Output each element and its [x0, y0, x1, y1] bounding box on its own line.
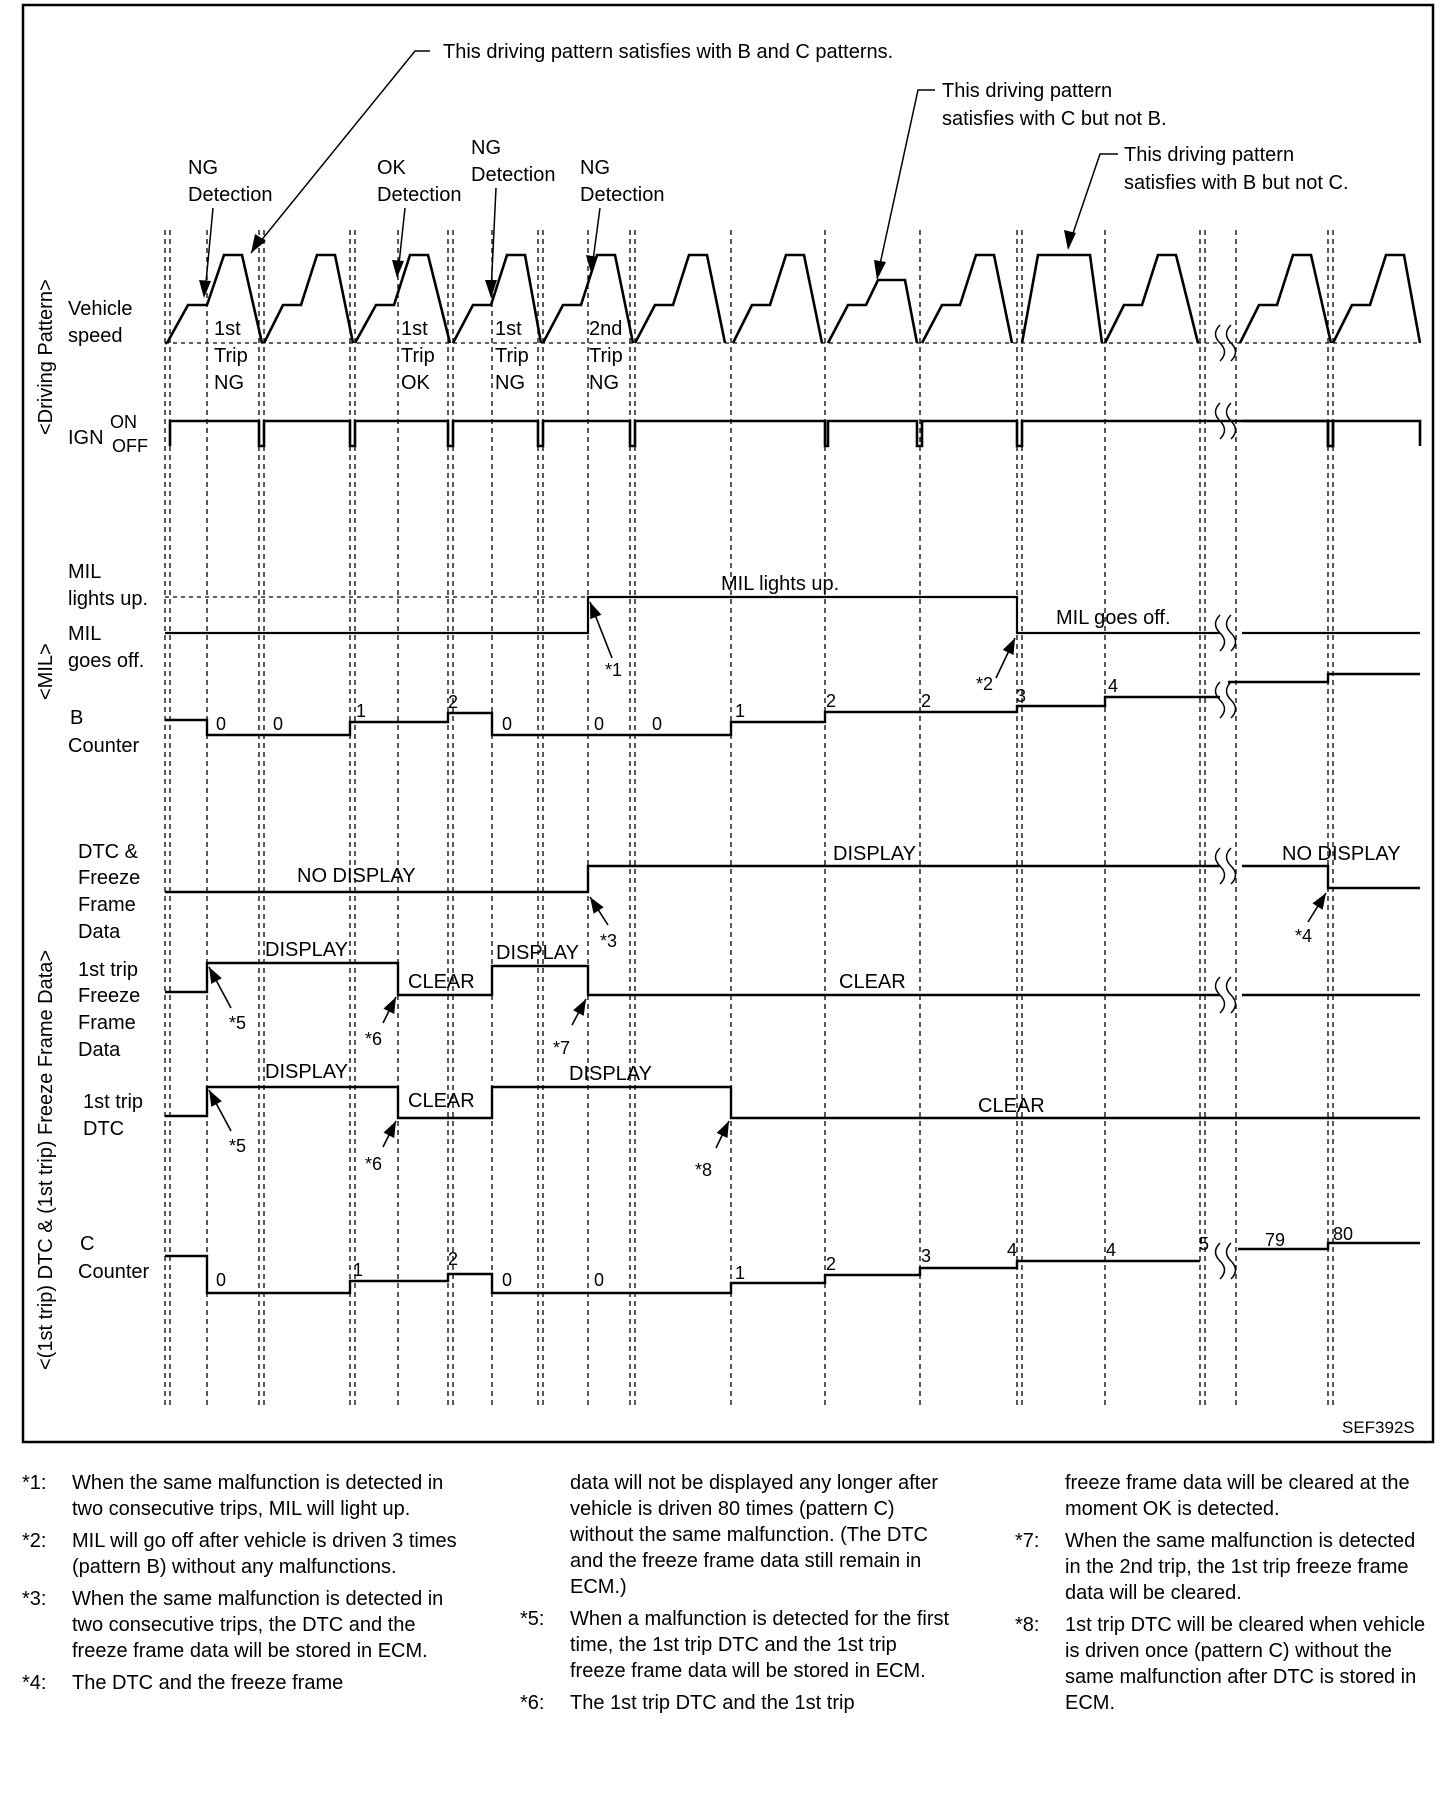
footnote-arrow — [553, 999, 586, 1058]
svg-text:MIL: MIL — [68, 623, 102, 645]
c-counter-value: 80 — [1333, 1224, 1354, 1244]
speed-bump — [828, 280, 917, 343]
c-counter-value: 4 — [1106, 1240, 1117, 1260]
svg-text:IGN: IGN — [68, 427, 104, 449]
c-counter-value: 2 — [448, 1249, 459, 1269]
svg-text:NG: NG — [188, 157, 218, 179]
footnotes-column-2 — [520, 1470, 950, 1722]
svg-text:1st trip: 1st trip — [83, 1091, 144, 1113]
speed-bump — [922, 255, 1012, 343]
b-counter-value: 0 — [594, 714, 605, 734]
trip-divider-lines — [165, 230, 1333, 1405]
c-counter-value: 0 — [594, 1270, 605, 1290]
b-counter-value: 2 — [826, 691, 837, 711]
svg-text:DISPLAY: DISPLAY — [833, 843, 916, 865]
detection-labels — [188, 137, 665, 298]
b-counter-value: 0 — [652, 714, 663, 734]
speed-bump — [733, 255, 822, 343]
svg-text:Trip: Trip — [589, 345, 623, 367]
svg-text:NG: NG — [214, 372, 244, 394]
svg-text:2nd: 2nd — [589, 318, 623, 340]
mil-trace — [165, 573, 1420, 633]
c-counter-value: 5 — [1199, 1234, 1210, 1254]
footnote-arrow — [365, 1121, 396, 1174]
trip-result-labels — [214, 318, 623, 394]
note-1: *1: When the same malfunction is detected in two consecutive trips, MIL will light up. — [22, 1472, 444, 1520]
svg-text:Detection: Detection — [377, 184, 462, 206]
svg-text:1st trip: 1st trip — [78, 959, 139, 981]
svg-text:Counter: Counter — [78, 1261, 150, 1283]
c-counter-value: 0 — [502, 1270, 513, 1290]
svg-text:OK: OK — [377, 157, 406, 179]
svg-text:*3: *3 — [600, 931, 618, 951]
svg-text:*4: *4 — [1295, 926, 1313, 946]
svg-text:MIL lights up.: MIL lights up. — [721, 573, 840, 595]
callout-b-not-c — [1064, 144, 1349, 250]
first-trip-dtc-trace — [165, 1061, 1420, 1118]
c-counter-value: 4 — [1007, 1240, 1018, 1260]
svg-text:NO DISPLAY: NO DISPLAY — [297, 865, 416, 887]
speed-bump — [1022, 255, 1102, 343]
b-counter-value: 0 — [216, 714, 227, 734]
svg-text:goes off.: goes off. — [68, 650, 145, 672]
note-4: *4: The DTC and the freeze frame — [22, 1672, 344, 1694]
ign-trace — [170, 421, 1420, 446]
speed-bump — [1240, 255, 1331, 343]
svg-text:NG: NG — [495, 372, 525, 394]
speed-bump — [1105, 255, 1198, 343]
svg-text:NG: NG — [471, 137, 501, 159]
svg-text:This driving pattern: This driving pattern — [942, 80, 1113, 102]
c-counter-value: 0 — [216, 1270, 227, 1290]
svg-text:This driving pattern satisfies: This driving pattern satisfies with B and C patterns. — [443, 41, 894, 63]
svg-text:satisfies with B but not C.: satisfies with B but not C. — [1124, 172, 1349, 194]
c-counter-value: 1 — [735, 1263, 746, 1283]
diagram-id: SEF392S — [1342, 1418, 1415, 1437]
svg-text:Detection: Detection — [188, 184, 273, 206]
svg-text:satisfies with C but not B.: satisfies with C but not B. — [942, 108, 1167, 130]
footnotes-column-3 — [1015, 1470, 1435, 1722]
svg-text:CLEAR: CLEAR — [839, 971, 906, 993]
b-counter-trace — [165, 674, 1420, 735]
note-3: *3: When the same malfunction is detected in two consecutive trips, the DTC and the freeze frame data will be stored in ECM. — [22, 1588, 444, 1662]
footnotes — [0, 1470, 1456, 1808]
svg-text:Freeze: Freeze — [78, 867, 141, 889]
speed-bump — [1333, 255, 1420, 343]
b-counter-value: 2 — [448, 692, 459, 712]
footnotes-column-1 — [22, 1470, 462, 1702]
b-counter-value: 1 — [735, 701, 746, 721]
callout-c-not-b — [874, 80, 1167, 280]
vehicle-speed-trace — [165, 255, 1420, 343]
note-7: *7: When the same malfunction is detected in the 2nd trip, the 1st trip freeze frame data will be cleared. — [1015, 1530, 1416, 1604]
note-8: *8: 1st trip DTC will be cleared when vehicle is driven once (pattern C) without the same malfunction after DTC is stored in ECM. — [1015, 1614, 1426, 1714]
b-counter-value: 1 — [356, 701, 367, 721]
svg-text:CLEAR: CLEAR — [408, 1090, 475, 1112]
svg-text:1st: 1st — [495, 318, 522, 340]
c-counter-value: 3 — [921, 1246, 932, 1266]
svg-text:DISPLAY: DISPLAY — [265, 939, 348, 961]
footnote-arrow — [209, 967, 246, 1033]
svg-text:Frame: Frame — [78, 1012, 136, 1034]
svg-text:*8: *8 — [695, 1160, 713, 1180]
b-counter-value: 4 — [1108, 676, 1119, 696]
section-driving-pattern: <Driving Pattern> — [35, 279, 57, 435]
section-mil: <MIL> — [35, 643, 57, 700]
svg-text:*6: *6 — [365, 1154, 383, 1174]
svg-text:ON: ON — [110, 412, 137, 432]
svg-text:Data: Data — [78, 1039, 121, 1061]
callout-bc-pattern — [251, 41, 893, 253]
row-labels — [68, 298, 149, 1283]
svg-text:NO DISPLAY: NO DISPLAY — [1282, 843, 1401, 865]
footnote-arrow — [209, 1090, 246, 1156]
svg-text:Freeze: Freeze — [78, 985, 141, 1007]
svg-text:CLEAR: CLEAR — [978, 1095, 1045, 1117]
svg-text:MIL goes off.: MIL goes off. — [1056, 607, 1171, 629]
first-trip-freeze-frame-trace — [165, 939, 1420, 995]
b-counter-value: 3 — [1016, 686, 1027, 706]
footnote-arrow — [1295, 893, 1326, 946]
svg-text:Frame: Frame — [78, 894, 136, 916]
svg-text:Trip: Trip — [214, 345, 248, 367]
svg-text:Data: Data — [78, 921, 121, 943]
note-2: *2: MIL will go off after vehicle is driven 3 times (pattern B) without any malfunctions. — [22, 1530, 457, 1578]
speed-bump — [264, 255, 353, 343]
svg-text:*7: *7 — [553, 1038, 571, 1058]
note-6-cont: freeze frame data will be cleared at the moment OK is detected. — [1065, 1472, 1410, 1520]
svg-text:CLEAR: CLEAR — [408, 971, 475, 993]
svg-text:1st: 1st — [401, 318, 428, 340]
diagram-frame — [23, 5, 1433, 1442]
footnote-arrow — [365, 997, 396, 1049]
c-counter-value: 1 — [353, 1260, 364, 1280]
svg-text:speed: speed — [68, 325, 123, 347]
svg-text:Detection: Detection — [471, 164, 556, 186]
svg-text:OFF: OFF — [112, 436, 148, 456]
svg-text:lights up.: lights up. — [68, 588, 149, 610]
c-counter-value: 79 — [1265, 1230, 1286, 1250]
footnote-arrow — [976, 638, 1015, 694]
svg-text:DISPLAY: DISPLAY — [265, 1061, 348, 1083]
b-counter-value: 0 — [502, 714, 513, 734]
svg-text:DTC &: DTC & — [78, 841, 138, 863]
svg-text:*5: *5 — [229, 1136, 247, 1156]
svg-text:DTC: DTC — [83, 1118, 125, 1140]
note-4-cont: data will not be displayed any longer after vehicle is driven 80 times (pattern C) without the same malfunction. (The DTC and the freeze frame data still remain in ECM.) — [570, 1472, 939, 1598]
footnote-arrow — [695, 1121, 729, 1180]
footnote-arrow — [590, 602, 622, 680]
svg-text:Trip: Trip — [495, 345, 529, 367]
svg-text:OK: OK — [401, 372, 430, 394]
note-6: *6: The 1st trip DTC and the 1st trip — [520, 1692, 855, 1714]
speed-bump — [635, 255, 725, 343]
svg-text:NG: NG — [580, 157, 610, 179]
svg-text:B: B — [70, 707, 84, 729]
svg-text:*5: *5 — [229, 1013, 247, 1033]
svg-text:DISPLAY: DISPLAY — [569, 1063, 652, 1085]
section-dtc: <(1st trip) DTC & (1st trip) Freeze Frame Data> — [35, 949, 57, 1370]
svg-text:*1: *1 — [605, 660, 623, 680]
c-counter-trace — [165, 1224, 1420, 1293]
svg-text:MIL: MIL — [68, 561, 102, 583]
b-counter-value: 0 — [273, 714, 284, 734]
svg-text:*6: *6 — [365, 1029, 383, 1049]
svg-text:DISPLAY: DISPLAY — [496, 942, 579, 964]
svg-text:Counter: Counter — [68, 735, 140, 757]
footnote-arrow — [590, 897, 617, 951]
svg-text:Trip: Trip — [401, 345, 435, 367]
svg-text:C: C — [80, 1233, 95, 1255]
time-break-marks — [1216, 325, 1236, 1279]
svg-text:*2: *2 — [976, 674, 994, 694]
svg-text:This driving pattern: This driving pattern — [1124, 144, 1295, 166]
b-counter-value: 2 — [921, 691, 932, 711]
svg-text:NG: NG — [589, 372, 619, 394]
svg-text:Detection: Detection — [580, 184, 665, 206]
svg-text:1st: 1st — [214, 318, 241, 340]
c-counter-value: 2 — [826, 1254, 837, 1274]
note-5: *5: When a malfunction is detected for the first time, the 1st trip DTC and the 1st trip freeze frame data will be stored in ECM. — [520, 1608, 950, 1682]
svg-text:Vehicle: Vehicle — [68, 298, 133, 320]
